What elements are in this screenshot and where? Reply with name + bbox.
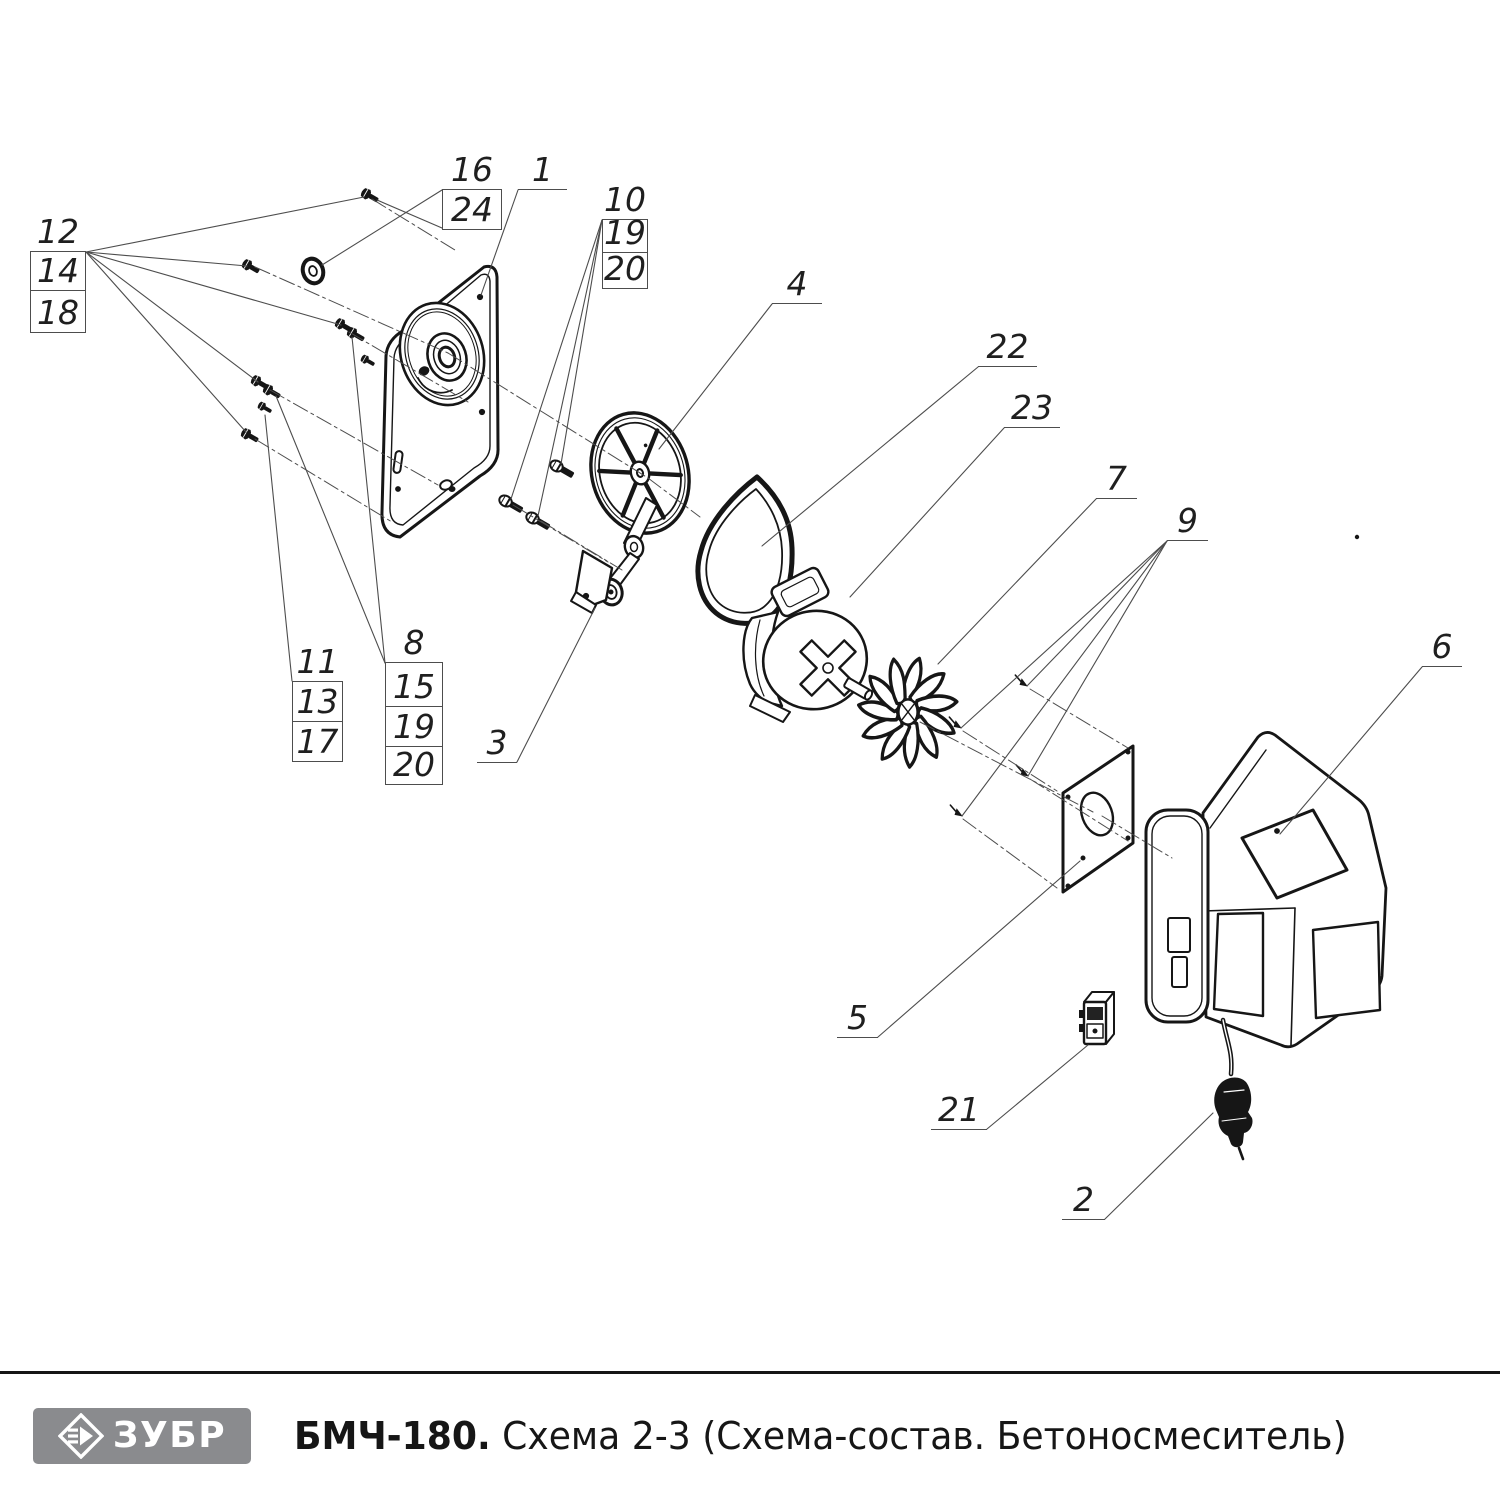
callout-number: 1	[532, 150, 553, 189]
cover-plate	[382, 266, 498, 537]
drawing-title	[294, 1414, 1347, 1458]
callout-row	[1422, 629, 1462, 667]
brand-diamond-icon	[58, 1413, 104, 1459]
callout-2	[1062, 1182, 1105, 1220]
pulley-bolts	[497, 458, 575, 532]
callout-3	[477, 725, 517, 763]
callout-23	[1004, 390, 1060, 428]
callout-6	[1422, 629, 1462, 667]
callout-row	[385, 747, 443, 785]
callout-row	[1096, 461, 1137, 499]
callout-21	[931, 1092, 987, 1130]
brand-name: ЗУБР	[112, 1415, 227, 1456]
power-switch	[1079, 992, 1114, 1044]
callout-number: 18	[37, 293, 79, 332]
callout-row	[442, 152, 502, 190]
callout-row	[931, 1092, 987, 1130]
callout-row	[518, 152, 567, 190]
callout-row	[292, 722, 343, 762]
callout-row	[602, 249, 648, 289]
callout-row	[772, 266, 822, 304]
callout-number: 20	[393, 745, 435, 784]
callout-row	[1062, 1182, 1105, 1220]
callout-row	[385, 707, 443, 747]
callout-number: 23	[1011, 388, 1053, 427]
callout-number: 19	[604, 213, 646, 252]
callout-row	[30, 291, 86, 333]
callout-number: 24	[451, 190, 493, 229]
callout-number: 7	[1106, 459, 1127, 498]
callout-number: 16	[451, 150, 493, 189]
callout-row	[292, 682, 343, 722]
callout-group-12-14-18	[30, 214, 86, 333]
callout-row	[30, 252, 86, 291]
callout-group-16-24	[442, 152, 502, 230]
washer	[300, 256, 327, 286]
callout-number: 10	[604, 180, 646, 219]
power-cord-plug	[1214, 1020, 1252, 1159]
callout-1	[518, 152, 567, 190]
callout-number: 13	[296, 682, 339, 721]
callout-number: 5	[847, 998, 868, 1037]
model-number: БМЧ-180.	[294, 1414, 491, 1458]
cooling-fan	[858, 658, 957, 767]
schema-subtitle: Схема 2-3 (Схема-состав. Бетоносмеситель)	[502, 1414, 1347, 1458]
callout-9	[1167, 503, 1208, 541]
callout-number: 11	[296, 642, 339, 681]
callout-row	[30, 214, 86, 252]
callout-number: 15	[393, 667, 435, 706]
callout-row	[477, 725, 517, 763]
callout-number: 19	[393, 707, 435, 746]
callout-row	[385, 663, 443, 707]
callout-number: 22	[986, 327, 1029, 366]
callout-number: 2	[1073, 1180, 1094, 1219]
footer-divider	[0, 1371, 1500, 1374]
callout-number: 14	[37, 251, 79, 290]
callout-row	[1167, 503, 1208, 541]
callout-row	[1004, 390, 1060, 428]
callout-number: 3	[486, 723, 508, 762]
callout-row	[292, 644, 343, 682]
callout-group-11-13-17	[292, 644, 343, 762]
callout-number: 6	[1431, 627, 1453, 666]
motor-plate	[1063, 746, 1133, 892]
callout-number: 17	[296, 722, 339, 761]
callout-group-8-15-19-20	[385, 625, 443, 785]
callout-4	[772, 266, 822, 304]
callout-number: 21	[938, 1090, 980, 1129]
motor-housing	[1146, 732, 1386, 1046]
callout-number: 20	[604, 249, 646, 288]
callout-row	[978, 329, 1037, 367]
callout-number: 4	[786, 264, 808, 303]
callout-number: 9	[1177, 501, 1198, 540]
callout-22	[978, 329, 1037, 367]
callout-number: 8	[403, 623, 425, 662]
callout-5	[837, 1000, 878, 1038]
brand-logo	[33, 1408, 251, 1464]
callout-row	[442, 190, 502, 230]
callout-group-10-19-20	[602, 180, 648, 289]
callout-number: 12	[37, 212, 79, 251]
callout-row	[837, 1000, 878, 1038]
stray-dot	[1355, 535, 1359, 539]
callout-7	[1096, 461, 1137, 499]
callout-row	[385, 625, 443, 663]
